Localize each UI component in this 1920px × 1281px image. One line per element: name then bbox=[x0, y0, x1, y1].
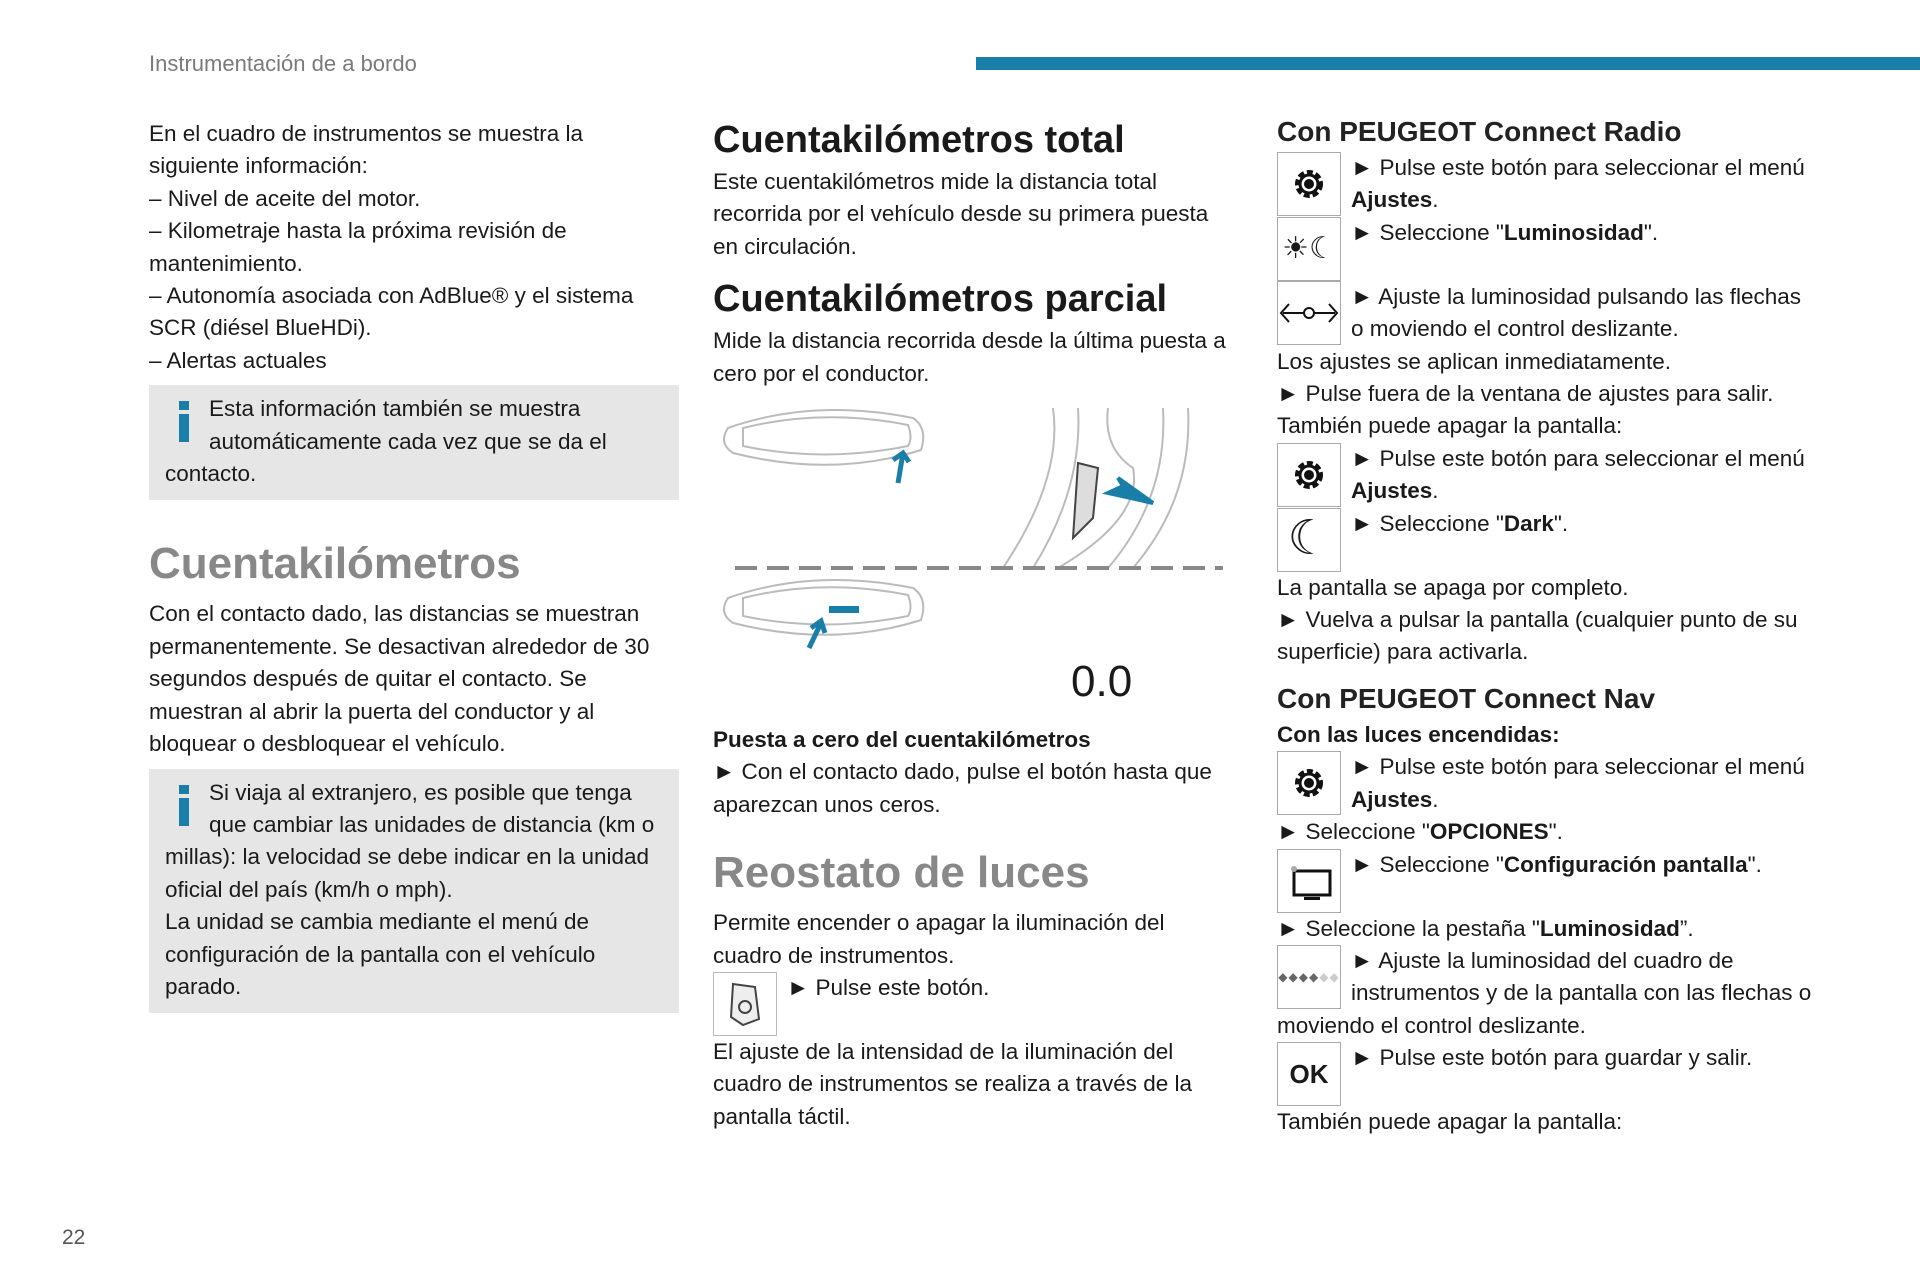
info-box bbox=[149, 385, 679, 500]
step: ► Pulse este botón para seleccionar el menú Ajustes. bbox=[1351, 754, 1805, 812]
info-icon bbox=[177, 401, 191, 443]
list-item: – Nivel de aceite del motor. bbox=[149, 185, 421, 211]
column-right bbox=[1277, 114, 1817, 1139]
instrument-cluster-illustration bbox=[713, 398, 1233, 710]
heading-connect-nav: Con PEUGEOT Connect Nav bbox=[1277, 682, 1656, 714]
column-left bbox=[149, 118, 679, 1021]
intro-text: En el cuadro de instrumentos se muestra la siguiente información: bbox=[149, 121, 583, 179]
step: ► Pulse este botón para guardar y salir. bbox=[1351, 1045, 1753, 1071]
body-text: Los ajustes se aplican inmediatamente. bbox=[1277, 348, 1671, 374]
info-icon bbox=[177, 785, 191, 827]
step: ► Seleccione "Configuración pantalla". bbox=[1351, 851, 1762, 877]
info-text: Esta información también se muestra automáticamente cada vez que se da el contacto. bbox=[165, 396, 607, 487]
step: ► Seleccione "OPCIONES". bbox=[1277, 819, 1563, 845]
body-text: ► Pulse este botón. bbox=[787, 975, 990, 1001]
heading-reostato: Reostato de luces bbox=[713, 848, 1090, 898]
list-item: – Alertas actuales bbox=[149, 347, 327, 373]
body-text: También puede apagar la pantalla: bbox=[1277, 413, 1623, 439]
subheading-reset: Puesta a cero del cuentakilómetros bbox=[713, 727, 1091, 753]
list-item: – Kilometraje hasta la próxima revisión de mantenimiento. bbox=[149, 218, 567, 276]
heading-total: Cuentakilómetros total bbox=[713, 119, 1125, 161]
step: ► Pulse este botón para seleccionar el menú Ajustes. bbox=[1351, 155, 1805, 213]
body-text: La pantalla se apaga por completo. bbox=[1277, 574, 1629, 600]
moon-icon: ☾ bbox=[1277, 508, 1341, 572]
info-text: Si viaja al extranjero, es posible que tenga que cambiar las unidades de distancia (km o millas): la velocidad se debe indicar en la unidad oficial del país (km/h o mph). bbox=[165, 779, 655, 902]
step: ► Seleccione la pestaña "Luminosidad”. bbox=[1277, 915, 1694, 941]
body-text: Este cuentakilómetros mide la distancia total recorrida por el vehículo desde su primera puesta en circulación. bbox=[713, 169, 1209, 259]
heading-cuentakilometros: Cuentakilómetros bbox=[149, 539, 521, 589]
body-text: Permite encender o apagar la iluminación del cuadro de instrumentos. bbox=[713, 910, 1165, 968]
ok-button-icon: OK bbox=[1277, 1042, 1341, 1106]
step: ► Seleccione "Luminosidad". bbox=[1351, 219, 1659, 245]
step: ► Ajuste la luminosidad pulsando las flechas o moviendo el control deslizante. bbox=[1351, 283, 1802, 342]
step: ► Seleccione "Dark". bbox=[1351, 510, 1569, 536]
body-text: También puede apagar la pantalla: bbox=[1277, 1109, 1623, 1135]
header-accent-bar bbox=[976, 57, 1920, 70]
step: ► Ajuste la luminosidad del cuadro de instrumentos y de la pantalla con las flechas o moviendo el control deslizante. bbox=[1277, 947, 1812, 1038]
settings-gear-icon bbox=[1277, 443, 1341, 507]
brightness-level-dots-icon: ◆◆◆◆ ◆◆ bbox=[1277, 945, 1341, 1009]
column-middle bbox=[713, 118, 1233, 1133]
body-text: Con el contacto dado, las distancias se muestran permanentemente. Se desactivan alrededor de 30 segundos después de quitar el contacto. Se muestran al abrir la puerta del conductor y al bloquear o desbloquear el vehículo. bbox=[149, 601, 650, 757]
step: ► Vuelva a pulsar la pantalla (cualquier punto de su superficie) para activarla. bbox=[1277, 607, 1798, 665]
body-text: ► Con el contacto dado, pulse el botón hasta que aparezcan unos ceros. bbox=[713, 759, 1212, 817]
body-text: Mide la distancia recorrida desde la última puesta a cero por el conductor. bbox=[713, 328, 1226, 386]
section-header: Instrumentación de a bordo bbox=[149, 51, 417, 76]
settings-gear-icon bbox=[1277, 152, 1341, 216]
heading-parcial: Cuentakilómetros parcial bbox=[713, 278, 1168, 321]
info-box bbox=[149, 769, 679, 1014]
page-number: 22 bbox=[62, 1226, 86, 1249]
step: ► Pulse este botón para seleccionar el menú Ajustes. bbox=[1351, 445, 1805, 504]
list-item: – Autonomía asociada con AdBlue® y el sistema SCR (diésel BlueHDi). bbox=[149, 283, 634, 341]
heading-connect-radio: Con PEUGEOT Connect Radio bbox=[1277, 116, 1682, 147]
display-settings-icon bbox=[1277, 849, 1341, 913]
info-text: La unidad se cambia mediante el menú de configuración de la pantalla con el vehículo parado. bbox=[165, 909, 596, 999]
settings-gear-icon bbox=[1277, 751, 1341, 815]
odometer-reading: 0.0 bbox=[1071, 657, 1133, 707]
step: ► Pulse fuera de la ventana de ajustes para salir. bbox=[1277, 381, 1774, 407]
body-text: El ajuste de la intensidad de la iluminación del cuadro de instrumentos se realiza a través de la pantalla táctil. bbox=[713, 1039, 1193, 1129]
trip-reset-illustration bbox=[713, 398, 1233, 710]
brightness-sun-moon-icon: ☀☾ bbox=[1277, 217, 1341, 281]
slider-arrows-icon bbox=[1277, 281, 1341, 345]
subheading-lights-on: Con las luces encendidas: bbox=[1277, 721, 1560, 747]
dimmer-button-icon bbox=[713, 972, 777, 1036]
